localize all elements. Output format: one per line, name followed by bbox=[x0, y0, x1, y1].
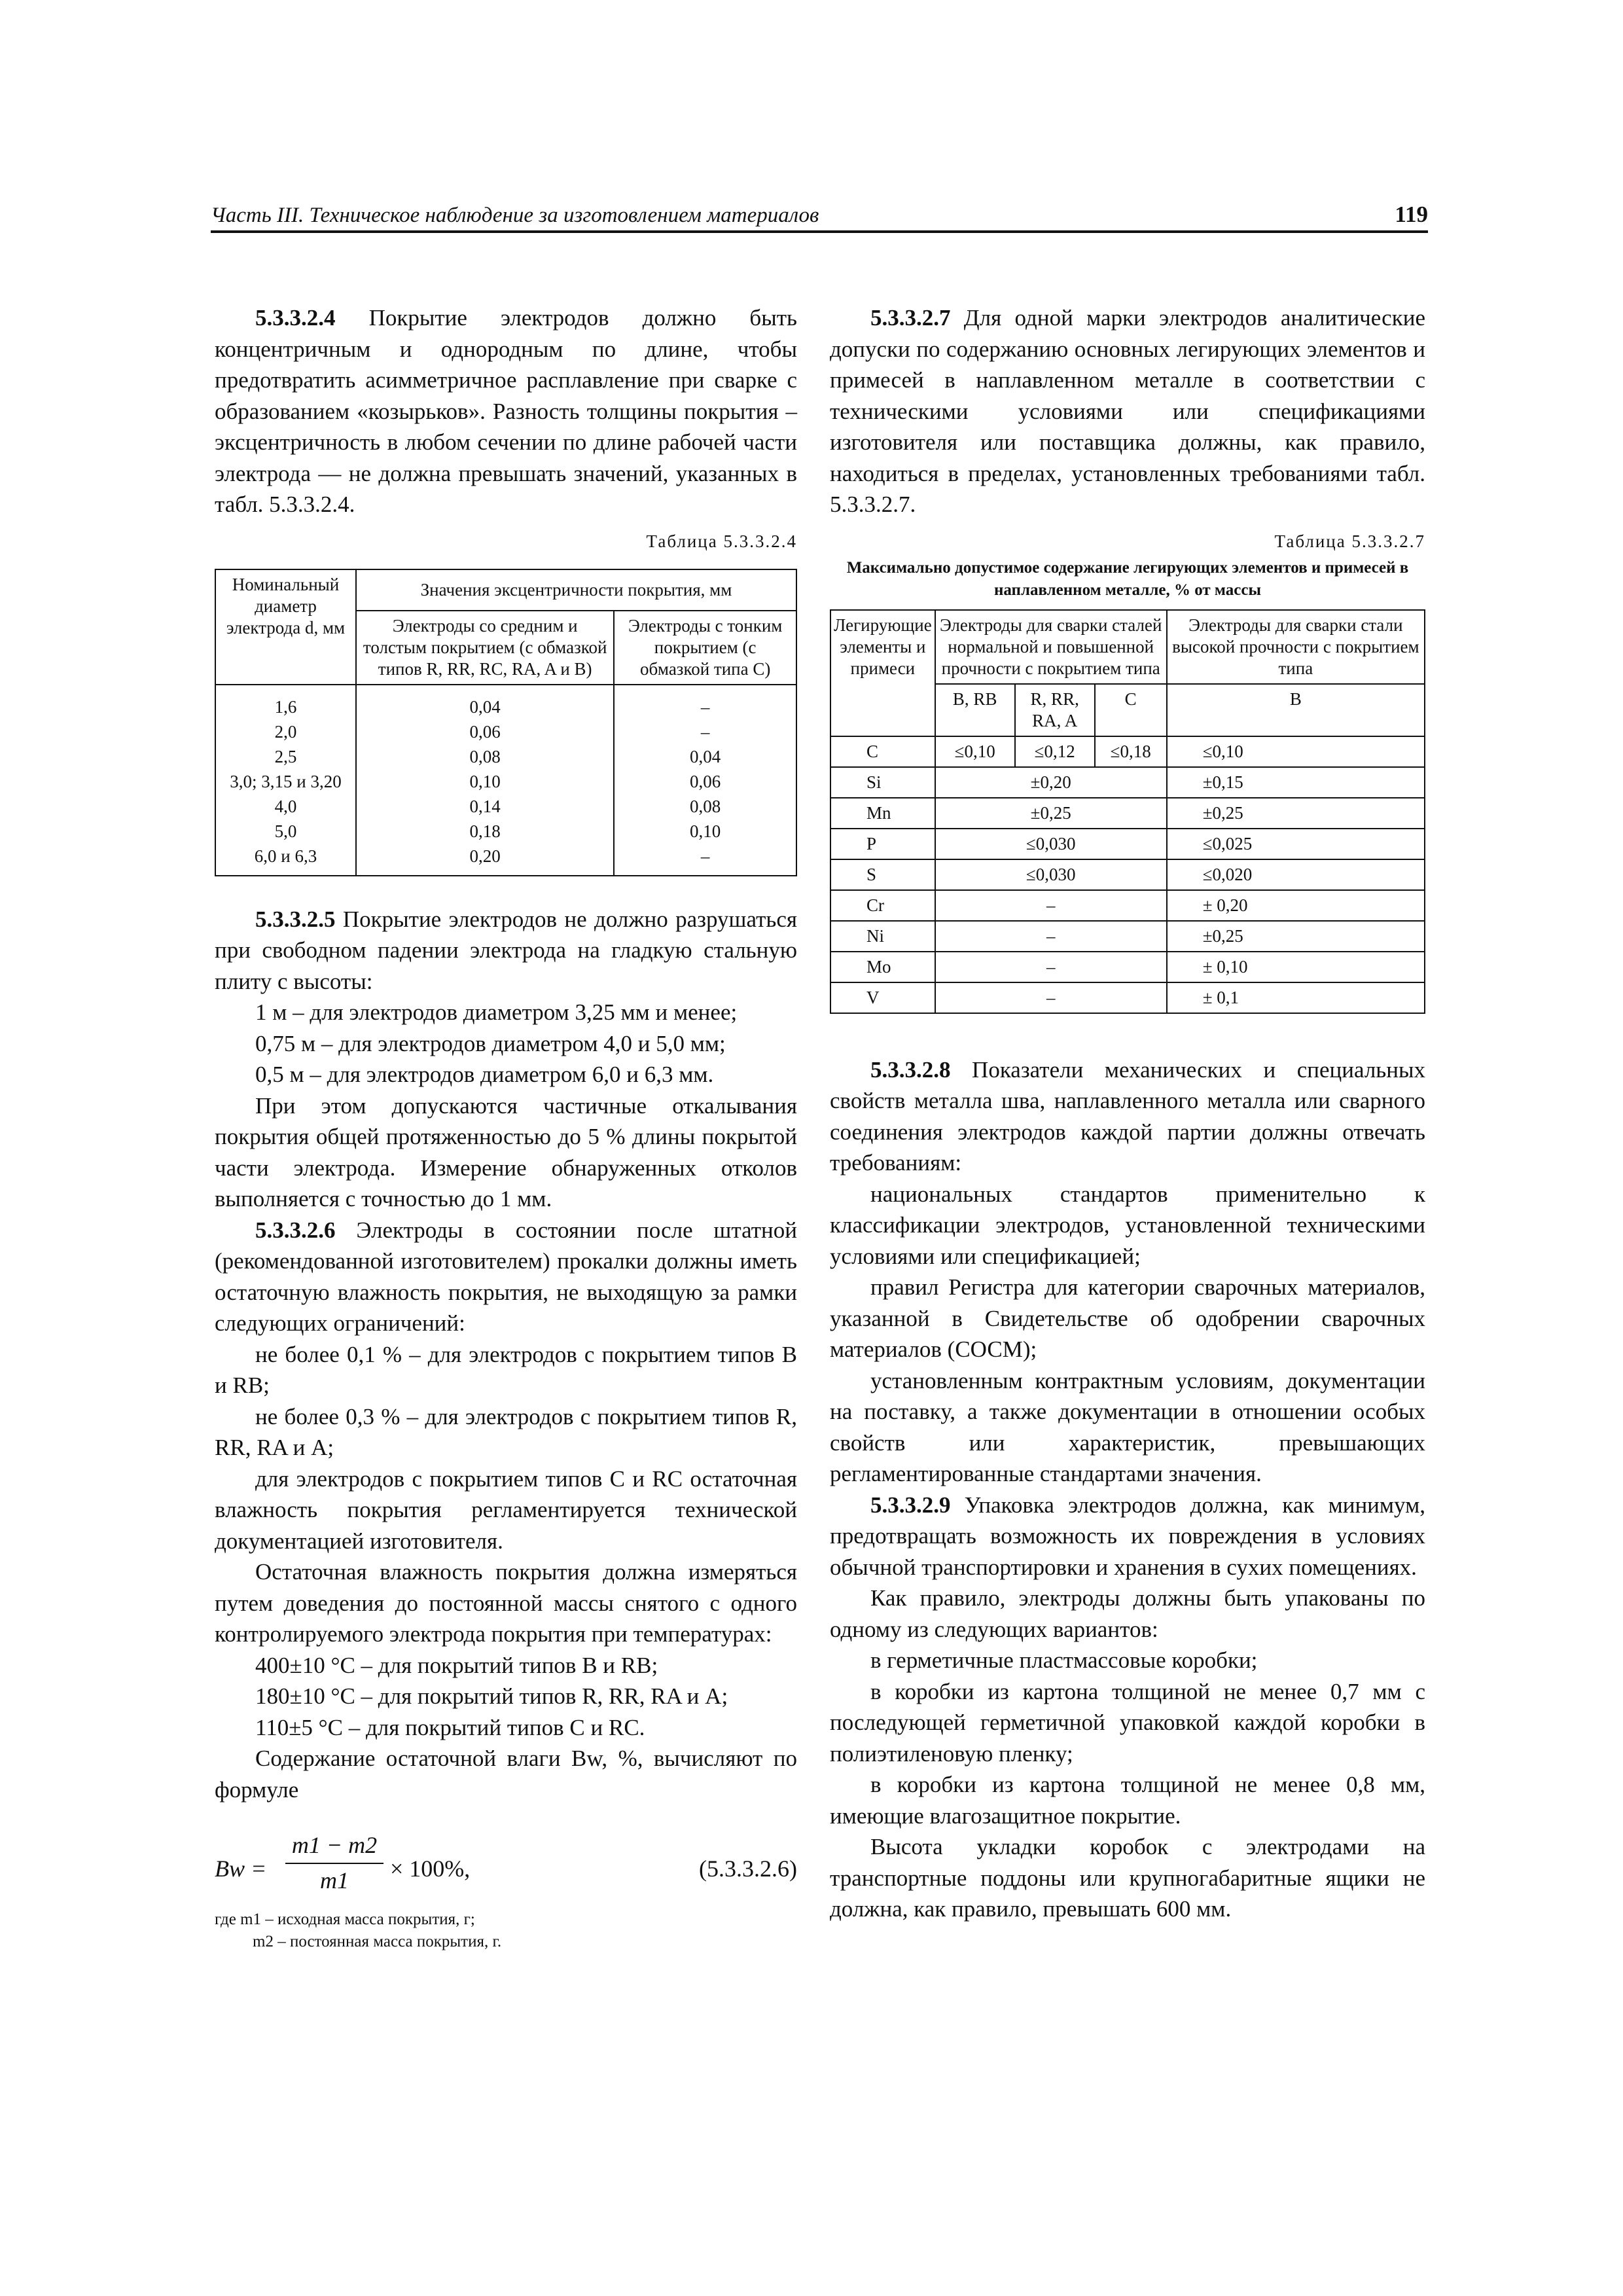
list-item: правил Регистра для категории сварочных материалов, указанной в Свидетельстве об одобрении сварочных материалов (СОСМ); bbox=[830, 1274, 1425, 1362]
table-cell: 0,04 bbox=[690, 746, 721, 766]
table-cell: ±0,25 bbox=[935, 798, 1167, 829]
table-cell: 0,08 bbox=[690, 796, 721, 816]
list-item: 0,5 м – для электродов диаметром 6,0 и 6,3 мм. bbox=[255, 1062, 714, 1087]
table-cell: – bbox=[935, 952, 1167, 982]
left-column bbox=[215, 302, 797, 1953]
table-row bbox=[830, 921, 1425, 952]
paragraph-text: Остаточная влажность покрытия должна измеряться путем доведения до постоянной массы снятого с одного контролируемого электрода покрытия при температурах: bbox=[215, 1559, 797, 1647]
table-cell: C bbox=[830, 736, 935, 767]
table-cell: ≤0,18 bbox=[1095, 736, 1167, 767]
section-number: 5.3.3.2.4 bbox=[255, 305, 336, 331]
table-cell: 2,5 bbox=[274, 746, 297, 766]
table-header-cell: R, RR, RA, A bbox=[1015, 684, 1095, 736]
paragraph-text: Покрытие электродов не должно разрушаться при свободном падении электрода на гладкую стальную плиту с высоты: bbox=[215, 906, 797, 994]
section-number: 5.3.3.2.5 bbox=[255, 906, 336, 932]
paragraph-text: При этом допускаются частичные откалывания покрытия общей протяженностью до 5 % длины покрытой части электрода. Измерение обнаруженных отколов выполняется с точностью до 1 мм. bbox=[215, 1092, 797, 1211]
formula-lhs: Bw = bbox=[215, 1856, 267, 1882]
table-header-cell: C bbox=[1095, 684, 1167, 736]
paragraph-text: Как правило, электроды должны быть упакованы по одному из следующих вариантов: bbox=[830, 1585, 1425, 1642]
table-header-cell: Электроды со средним и толстым покрытием (с обмазкой типов R, RR, RC, RA, A и B) bbox=[356, 611, 614, 685]
table-cell: 0,04 bbox=[469, 696, 501, 717]
table-cell: ±0,25 bbox=[1167, 921, 1425, 952]
formula-5-3-3-2-6 bbox=[215, 1830, 797, 1922]
paragraph-text: Упаковка электродов должна, как минимум, предотвращать возможность их повреждения в условиях обычной транспортировки и хранения в сухих помещениях. bbox=[830, 1492, 1425, 1580]
table-cell: 2,0 bbox=[274, 721, 297, 742]
formula-fraction bbox=[285, 1830, 383, 1896]
table-cell: 5,0 bbox=[274, 821, 297, 841]
list-item: 0,75 м – для электродов диаметром 4,0 и 5,0 мм; bbox=[255, 1030, 726, 1056]
diameter-column bbox=[215, 685, 356, 876]
paragraph-5-3-3-2-6 bbox=[215, 1215, 797, 1339]
table-cell: P bbox=[830, 829, 935, 859]
table-cell: – bbox=[935, 982, 1167, 1013]
paragraph-5-3-3-2-5 bbox=[215, 904, 797, 997]
table-header-cell: Номинальный диаметр электрода d, мм bbox=[215, 569, 356, 685]
eccentricity-table bbox=[215, 569, 797, 876]
table-cell: ±0,20 bbox=[935, 767, 1167, 798]
table-cell: 0,14 bbox=[469, 796, 501, 816]
table-cell: 0,18 bbox=[469, 821, 501, 841]
formula-number: (5.3.3.2.6) bbox=[699, 1856, 797, 1882]
list-item: не более 0,1 % – для электродов с покрытием типов B и RB; bbox=[215, 1341, 797, 1398]
table-cell: ≤0,025 bbox=[1167, 829, 1425, 859]
paragraph-text: Электроды в состоянии после штатной (рекомендованной изготовителем) прокалки должны иметь остаточную влажность покрытия, не выходящую за рамки следующих ограничений: bbox=[215, 1217, 797, 1336]
table-cell: 0,06 bbox=[469, 721, 501, 742]
list-item: в герметичные пластмассовые коробки; bbox=[870, 1647, 1258, 1673]
table-cell: 0,08 bbox=[469, 746, 501, 766]
table-row bbox=[830, 736, 1425, 767]
table-cell: ≤0,030 bbox=[935, 829, 1167, 859]
list-item: установленным контрактным условиям, документации на поставку, а также документации в отношении особых свойств или характеристик, превышающих регламентированные стандартами значения. bbox=[830, 1367, 1425, 1486]
table-cell: V bbox=[830, 982, 935, 1013]
list-item: 110±5 °C – для покрытий типов C и RC. bbox=[255, 1714, 645, 1740]
paragraph-text: Покрытие электродов должно быть концентричным и однородным по длине, чтобы предотвратить асимметричное расплавление при сварке с образованием «козырьков». Разность толщины покрытия – эксцентричность в любом сечении по длине рабочей части электрода — не должна превышать значений, указанных в табл. 5.3.3.2.4. bbox=[215, 305, 797, 517]
table-cell: 3,0; 3,15 и 3,20 bbox=[230, 771, 342, 791]
table-cell: ±0,25 bbox=[1167, 798, 1425, 829]
list-item: для электродов с покрытием типов C и RC остаточная влажность покрытия регламентируется технической документацией изготовителя. bbox=[215, 1465, 797, 1554]
table-header-cell: Значения эксцентричности покрытия, мм bbox=[356, 569, 796, 611]
table-cell: 6,0 и 6,3 bbox=[254, 846, 317, 866]
formula-numerator: m1 − m2 bbox=[285, 1830, 383, 1864]
paragraph-text: Высота укладки коробок с электродами на транспортные поддоны или крупногабаритные ящики не должна, как правило, превышать 600 мм. bbox=[830, 1834, 1425, 1922]
table-caption: Таблица 5.3.3.2.4 bbox=[646, 531, 797, 551]
table-cell: ≤0,10 bbox=[1167, 736, 1425, 767]
table-title: Максимально допустимое содержание легирующих элементов и примесей в наплавленном металле, % от массы bbox=[846, 558, 1409, 599]
paragraph-text: Показатели механических и специальных свойств металла шва, наплавленного металла или сварного соединения электродов каждой партии должны отвечать требованиям: bbox=[830, 1056, 1425, 1175]
paragraph-5-3-3-2-9 bbox=[830, 1490, 1425, 1583]
list-item: 1 м – для электродов диаметром 3,25 мм и менее; bbox=[255, 999, 738, 1025]
list-item: в коробки из картона толщиной не менее 0,7 мм с последующей герметичной упаковкой каждой коробки в полиэтиленовую пленку; bbox=[830, 1678, 1425, 1767]
paragraph-text: Для одной марки электродов аналитические допуски по содержанию основных легирующих элементов и примесей в наплавленном металле в соответствии с техническими условиями или спецификациями изготовителя или поставщика должны, как правило, находиться в пределах, установленных требованиями табл. 5.3.3.2.7. bbox=[830, 305, 1425, 517]
table-cell: 0,06 bbox=[690, 771, 721, 791]
formula-denominator: m1 bbox=[320, 1867, 349, 1893]
paragraph-5-3-3-2-4 bbox=[215, 302, 797, 520]
thin-coating-column bbox=[614, 685, 796, 876]
list-item: 180±10 °C – для покрытий типов R, RR, RA и A; bbox=[255, 1683, 728, 1709]
list-item: в коробки из картона толщиной не менее 0,8 мм, имеющие влагозащитное покрытие. bbox=[830, 1772, 1425, 1829]
table-cell: ± 0,1 bbox=[1167, 982, 1425, 1013]
table-row bbox=[830, 767, 1425, 798]
list-item: 400±10 °C – для покрытий типов B и RB; bbox=[255, 1652, 658, 1678]
table-header-cell: Электроды с тонким покрытием (с обмазкой типа C) bbox=[614, 611, 796, 685]
table-cell: S bbox=[830, 859, 935, 890]
list-item: не более 0,3 % – для электродов с покрытием типов R, RR, RA и A; bbox=[215, 1403, 797, 1460]
table-header-cell: B, RB bbox=[935, 684, 1015, 736]
table-row bbox=[830, 890, 1425, 921]
table-cell: Cr bbox=[830, 890, 935, 921]
table-cell: – bbox=[935, 890, 1167, 921]
table-row bbox=[830, 859, 1425, 890]
section-number: 5.3.3.2.8 bbox=[870, 1056, 951, 1083]
table-header-cell: Легирующие элементы и примеси bbox=[830, 610, 935, 736]
table-cell: ≤0,030 bbox=[935, 859, 1167, 890]
table-cell: ≤0,12 bbox=[1015, 736, 1095, 767]
table-cell: 1,6 bbox=[274, 696, 297, 717]
table-cell: Mn bbox=[830, 798, 935, 829]
alloying-elements-table bbox=[830, 609, 1425, 1014]
table-cell: Si bbox=[830, 767, 935, 798]
paragraph-5-3-3-2-7 bbox=[830, 302, 1425, 520]
thick-coating-column bbox=[356, 685, 614, 876]
legend-line: m2 – постоянная масса покрытия, г. bbox=[253, 1933, 502, 1950]
header-title: Часть III. Техническое наблюдение за изготовлением материалов bbox=[211, 204, 819, 227]
table-cell: Mo bbox=[830, 952, 935, 982]
table-cell: 0,20 bbox=[469, 846, 501, 866]
section-number: 5.3.3.2.7 bbox=[870, 305, 951, 331]
table-header-cell: B bbox=[1167, 684, 1425, 736]
page-number: 119 bbox=[1395, 202, 1428, 227]
right-column bbox=[830, 302, 1425, 1925]
table-cell: 4,0 bbox=[274, 796, 297, 816]
table-cell: ≤0,020 bbox=[1167, 859, 1425, 890]
paragraph-5-3-3-2-8 bbox=[830, 1054, 1425, 1179]
table-cell: ± 0,20 bbox=[1167, 890, 1425, 921]
table-header-cell: Электроды для сварки сталей нормальной и повышенной прочности с покрытием типа bbox=[935, 610, 1167, 684]
table-cell: 0,10 bbox=[469, 771, 501, 791]
section-number: 5.3.3.2.6 bbox=[255, 1217, 336, 1243]
table-cell: 0,10 bbox=[690, 821, 721, 841]
formula-multiplier: × 100%, bbox=[390, 1856, 471, 1882]
table-header-cell: Электроды для сварки стали высокой прочности с покрытием типа bbox=[1167, 610, 1425, 684]
table-cell: – bbox=[935, 921, 1167, 952]
legend-line: где m1 – исходная масса покрытия, г; bbox=[215, 1910, 475, 1928]
table-cell: ±0,15 bbox=[1167, 767, 1425, 798]
list-item: национальных стандартов применительно к классификации электродов, установленной техническими условиями или спецификацией; bbox=[830, 1181, 1425, 1269]
table-caption: Таблица 5.3.3.2.7 bbox=[1274, 531, 1425, 551]
table-cell: – bbox=[700, 696, 710, 717]
section-number: 5.3.3.2.9 bbox=[870, 1492, 951, 1518]
table-row bbox=[830, 829, 1425, 859]
table-cell: Ni bbox=[830, 921, 935, 952]
table-row bbox=[830, 798, 1425, 829]
paragraph-text: Содержание остаточной влаги Bw, %, вычисляют по формуле bbox=[215, 1746, 797, 1803]
table-row bbox=[830, 952, 1425, 982]
table-cell: ≤0,10 bbox=[935, 736, 1015, 767]
table-cell: ± 0,10 bbox=[1167, 952, 1425, 982]
running-header bbox=[211, 200, 1428, 233]
table-cell: – bbox=[700, 846, 710, 866]
table-body bbox=[215, 685, 796, 876]
table-row bbox=[830, 982, 1425, 1013]
table-cell: – bbox=[700, 721, 710, 742]
